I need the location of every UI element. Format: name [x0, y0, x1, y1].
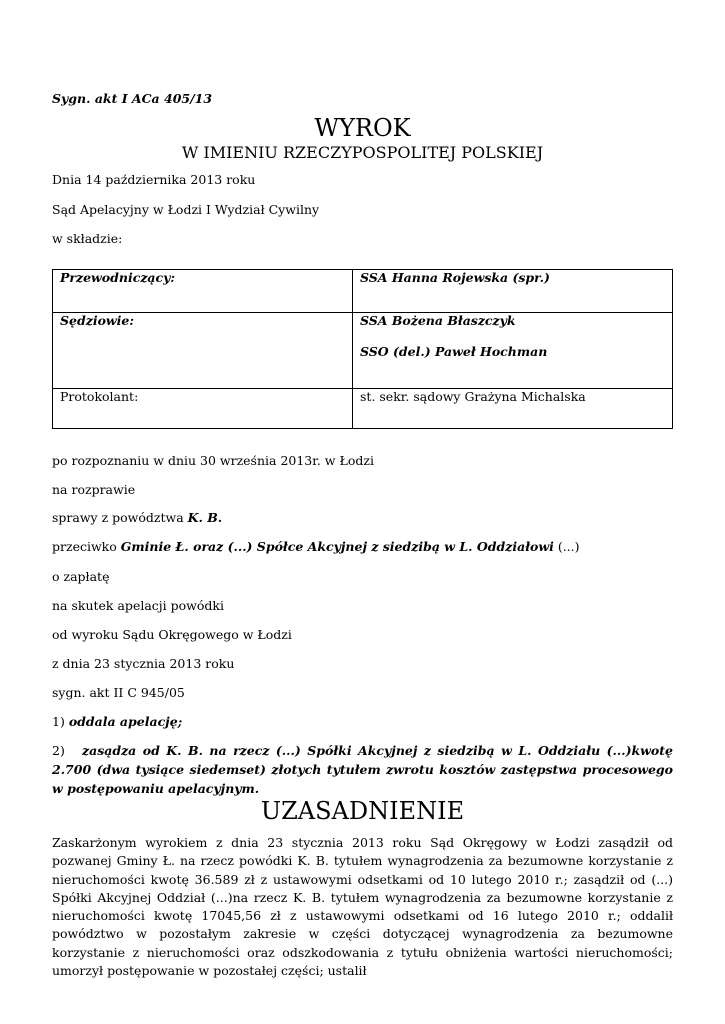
clerk-label: Protokolant:	[53, 389, 353, 429]
lower-case-signature-line: sygn. akt II C 945/05	[52, 685, 185, 700]
ruling-item-2-text: zasądza od K. B. na rzecz (...) Spółki Akcyjnej z siedzibą w L. Oddziału (...)kwotę 2.700 (dwa tysiące siedemset) złotych tytułem zwrotu kosztów zastępstwa procesowego w postępowaniu apelacyjnym.	[52, 743, 673, 796]
defendants-prefix: przeciwko	[52, 539, 121, 554]
ruling-item-1-number: 1)	[52, 714, 69, 729]
defendants-names: Gminie Ł. oraz (...) Spółce Akcyjnej z siedzibą w L. Oddziałowi	[120, 539, 554, 554]
plaintiff-prefix: sprawy z powództwa	[52, 510, 188, 525]
table-row	[53, 313, 673, 389]
ruling-item-2	[52, 741, 673, 798]
appeal-line: na skutek apelacji powódki	[52, 598, 224, 613]
court-name: Sąd Apelacyjny w Łodzi I Wydział Cywilny	[52, 202, 320, 217]
justification-heading: UZASADNIENIE	[260, 797, 465, 825]
judges-value	[353, 313, 673, 389]
plaintiff-line	[52, 510, 222, 525]
hearing-date-line: po rozpoznaniu w dniu 30 września 2013r. w Łodzi	[52, 453, 374, 468]
clerk-value: st. sekr. sądowy Grażyna Michalska	[353, 389, 673, 429]
chair-value: SSA Hanna Rojewska (spr.)	[353, 270, 673, 313]
document-subtitle: W IMIENIU RZECZYPOSPOLITEJ POLSKIEJ	[181, 143, 544, 162]
table-row	[53, 270, 673, 313]
ruling-item-1-text: oddala apelację;	[68, 714, 183, 729]
table-row	[53, 389, 673, 429]
plaintiff-name: K. B.	[187, 510, 223, 525]
judge-name: SSO (del.) Paweł Hochman	[360, 344, 548, 359]
court-panel-table	[52, 269, 673, 429]
justification-paragraph: Zaskarżonym wyrokiem z dnia 23 stycznia 2013 roku Sąd Okręgowy w Łodzi zasądził od pozwanej Gminy Ł. na rzecz powódki K. B. tytułem wynagrodzenia za bezumowne korzystanie z nieruchomości kwotę 36.589 zł z ustawowymi odsetkami od 10 lutego 2010 r.; zasądził od (...) Spółki Akcyjnej Oddział (...)na rzecz K. B. tytułem wynagrodzenia za bezumowne korzystanie z nieruchomości kwotę 17045,56 zł z ustawowymi odsetkami od 16 lutego 2010 r.; oddalił powództwo w pozostałym zakresie w części dotyczącej wynagrodzenia za bezumowne korzystanie z nieruchomości oraz odszkodowania z tytułu obniżenia wartości nieruchomości; umorzył postępowanie w pozostałej części; ustalił	[52, 835, 673, 979]
case-signature: Sygn. akt I ACa 405/13	[52, 91, 213, 106]
claim-subject-line: o zapłatę	[52, 569, 110, 584]
judge-name: SSA Bożena Błaszczyk	[360, 313, 516, 328]
composition-label: w składzie:	[52, 231, 123, 246]
judges-label: Sędziowie:	[53, 313, 353, 389]
defendants-line	[52, 539, 580, 554]
defendants-suffix: (...)	[553, 539, 580, 554]
document-title: WYROK	[314, 114, 411, 142]
chair-label: Przewodniczący:	[53, 270, 353, 313]
judgment-date: Dnia 14 października 2013 roku	[52, 172, 256, 187]
lower-court-line: od wyroku Sądu Okręgowego w Łodzi	[52, 627, 292, 642]
lower-judgment-date-line: z dnia 23 stycznia 2013 roku	[52, 656, 235, 671]
hearing-type-line: na rozprawie	[52, 482, 136, 497]
ruling-item-1	[52, 714, 182, 729]
ruling-item-2-number: 2)	[52, 743, 65, 758]
